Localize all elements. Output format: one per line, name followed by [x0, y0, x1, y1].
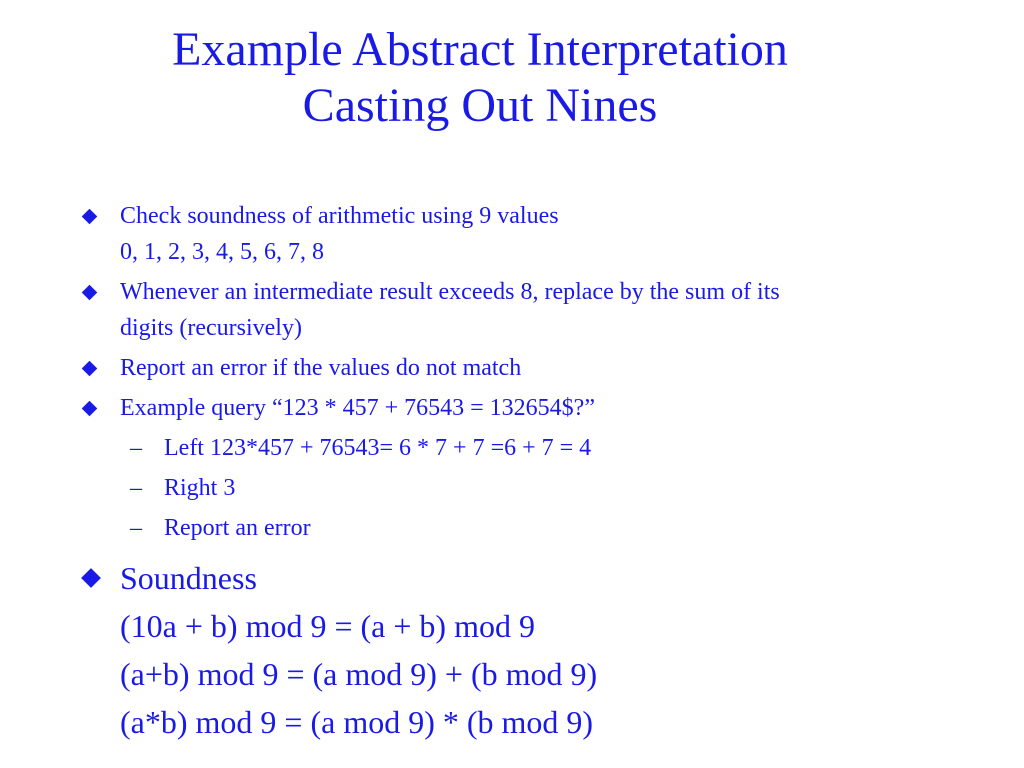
diamond-bullet-icon — [82, 361, 98, 377]
sub-bullet-item — [84, 470, 944, 506]
soundness-heading: Soundness — [120, 560, 257, 596]
bullet-item — [84, 390, 944, 426]
dash-bullet: – — [130, 435, 142, 461]
title-line-2: Casting Out Nines — [302, 79, 658, 132]
sub-bullet-text: Left 123*457 + 76543= 6 * 7 + 7 =6 + 7 = 4 — [164, 435, 592, 461]
dash-bullet: – — [130, 475, 142, 501]
bullet-item — [84, 198, 944, 270]
bullet-list — [84, 198, 944, 746]
sub-bullet-text: Report an error — [164, 515, 311, 541]
bullet-text-continued: digits (recursively) — [120, 315, 302, 341]
bullet-item — [84, 274, 944, 346]
sub-bullet-item — [84, 510, 944, 546]
bullet-text: Check soundness of arithmetic using 9 values — [120, 203, 559, 229]
title-line-1: Example Abstract Interpretation — [172, 23, 788, 76]
sub-bullet-item — [84, 430, 944, 466]
bullet-text: Report an error if the values do not match — [120, 355, 522, 381]
dash-bullet: – — [130, 515, 142, 541]
slide-title — [0, 22, 960, 134]
bullet-text: Example query “123 * 457 + 76543 = 132654$?” — [120, 395, 595, 421]
soundness-equation: (10a + b) mod 9 = (a + b) mod 9 — [120, 608, 535, 644]
bullet-item — [84, 350, 944, 386]
bullet-text-continued: 0, 1, 2, 3, 4, 5, 6, 7, 8 — [120, 239, 324, 265]
sub-bullet-text: Right 3 — [164, 475, 236, 501]
diamond-bullet-icon — [82, 401, 98, 417]
soundness-bullet — [84, 554, 944, 746]
soundness-equation: (a+b) mod 9 = (a mod 9) + (b mod 9) — [120, 656, 598, 692]
soundness-equation: (a*b) mod 9 = (a mod 9) * (b mod 9) — [120, 704, 594, 740]
diamond-bullet-icon — [81, 568, 101, 588]
bullet-text: Whenever an intermediate result exceeds 8, replace by the sum of its — [120, 279, 780, 305]
diamond-bullet-icon — [82, 285, 98, 301]
diamond-bullet-icon — [82, 209, 98, 225]
